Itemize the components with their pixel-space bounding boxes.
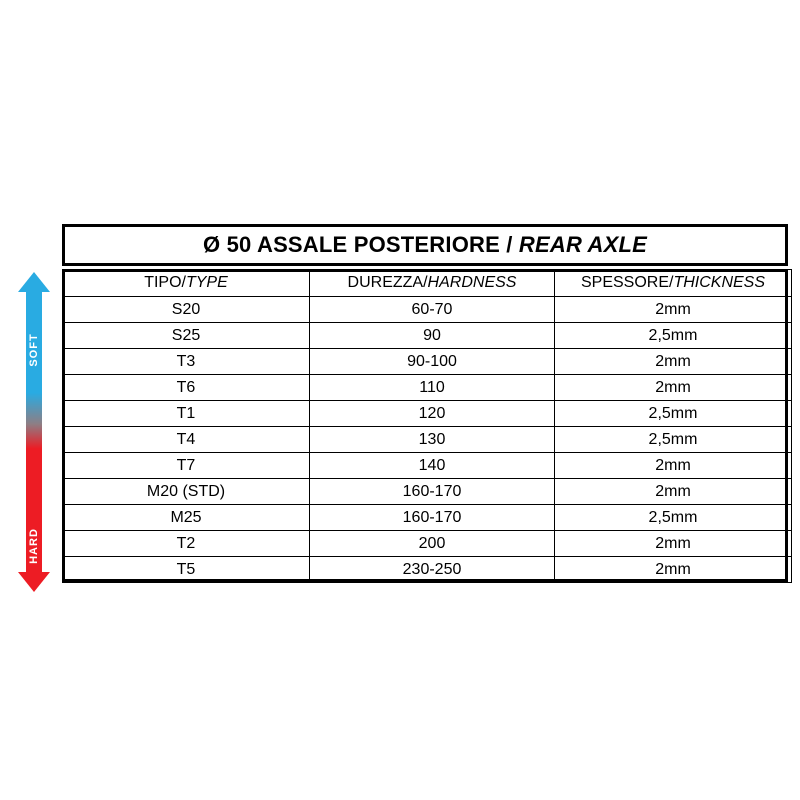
cell-hardness: 230-250 [310, 557, 555, 583]
table-row [63, 297, 792, 323]
hard-arrow-icon [18, 572, 50, 592]
cell-hardness: 120 [310, 401, 555, 427]
cell-type: T1 [63, 401, 310, 427]
cell-type: T3 [63, 349, 310, 375]
specification-table [62, 269, 792, 583]
table-row [63, 401, 792, 427]
column-header-hardness-italic: HARDNESS [427, 274, 517, 291]
cell-thickness: 2mm [555, 479, 792, 505]
cell-thickness: 2mm [555, 557, 792, 583]
cell-thickness: 2,5mm [555, 401, 792, 427]
column-header-thickness-italic: THICKNESS [673, 274, 766, 291]
table-title-bar [62, 224, 788, 266]
page-title-main: Ø 50 ASSALE POSTERIORE / [202, 232, 519, 257]
cell-hardness: 140 [310, 453, 555, 479]
cell-type: T6 [63, 375, 310, 401]
column-header-type [63, 270, 310, 297]
cell-thickness: 2,5mm [555, 323, 792, 349]
cell-type: S25 [63, 323, 310, 349]
hardness-gradient-bar [26, 292, 42, 572]
column-header-type-italic: TYPE [185, 274, 228, 291]
cell-type: T2 [63, 531, 310, 557]
soft-label: SOFT [28, 333, 40, 367]
cell-hardness: 130 [310, 427, 555, 453]
cell-thickness: 2mm [555, 349, 792, 375]
cell-type: M20 (STD) [63, 479, 310, 505]
cell-hardness: 90 [310, 323, 555, 349]
table-row [63, 531, 792, 557]
cell-hardness: 160-170 [310, 505, 555, 531]
cell-thickness: 2mm [555, 453, 792, 479]
cell-type: M25 [63, 505, 310, 531]
cell-hardness: 110 [310, 375, 555, 401]
column-header-hardness [310, 270, 555, 297]
cell-type: T7 [63, 453, 310, 479]
table-header-row [63, 270, 792, 297]
table-row [63, 453, 792, 479]
cell-type: T5 [63, 557, 310, 583]
table-row [63, 349, 792, 375]
cell-thickness: 2mm [555, 375, 792, 401]
column-header-thickness-plain: SPESSORE/ [580, 274, 674, 291]
table-row [63, 505, 792, 531]
cell-type: S20 [63, 297, 310, 323]
cell-thickness: 2mm [555, 297, 792, 323]
table-row [63, 557, 792, 583]
cell-type: T4 [63, 427, 310, 453]
cell-thickness: 2mm [555, 531, 792, 557]
cell-hardness: 90-100 [310, 349, 555, 375]
column-header-thickness [555, 270, 792, 297]
table-row [63, 323, 792, 349]
cell-thickness: 2,5mm [555, 505, 792, 531]
page-title [203, 232, 647, 258]
table-row [63, 427, 792, 453]
cell-hardness: 200 [310, 531, 555, 557]
cell-hardness: 160-170 [310, 479, 555, 505]
hard-label: HARD [28, 528, 40, 564]
table-row [63, 375, 792, 401]
soft-arrow-icon [18, 272, 50, 292]
cell-hardness: 60-70 [310, 297, 555, 323]
table-row [63, 479, 792, 505]
column-header-hardness-plain: DUREZZA/ [347, 274, 428, 291]
column-header-type-plain: TIPO/ [144, 274, 186, 291]
hardness-scale-indicator [14, 272, 54, 592]
page-title-italic: REAR AXLE [518, 232, 648, 257]
cell-thickness: 2,5mm [555, 427, 792, 453]
